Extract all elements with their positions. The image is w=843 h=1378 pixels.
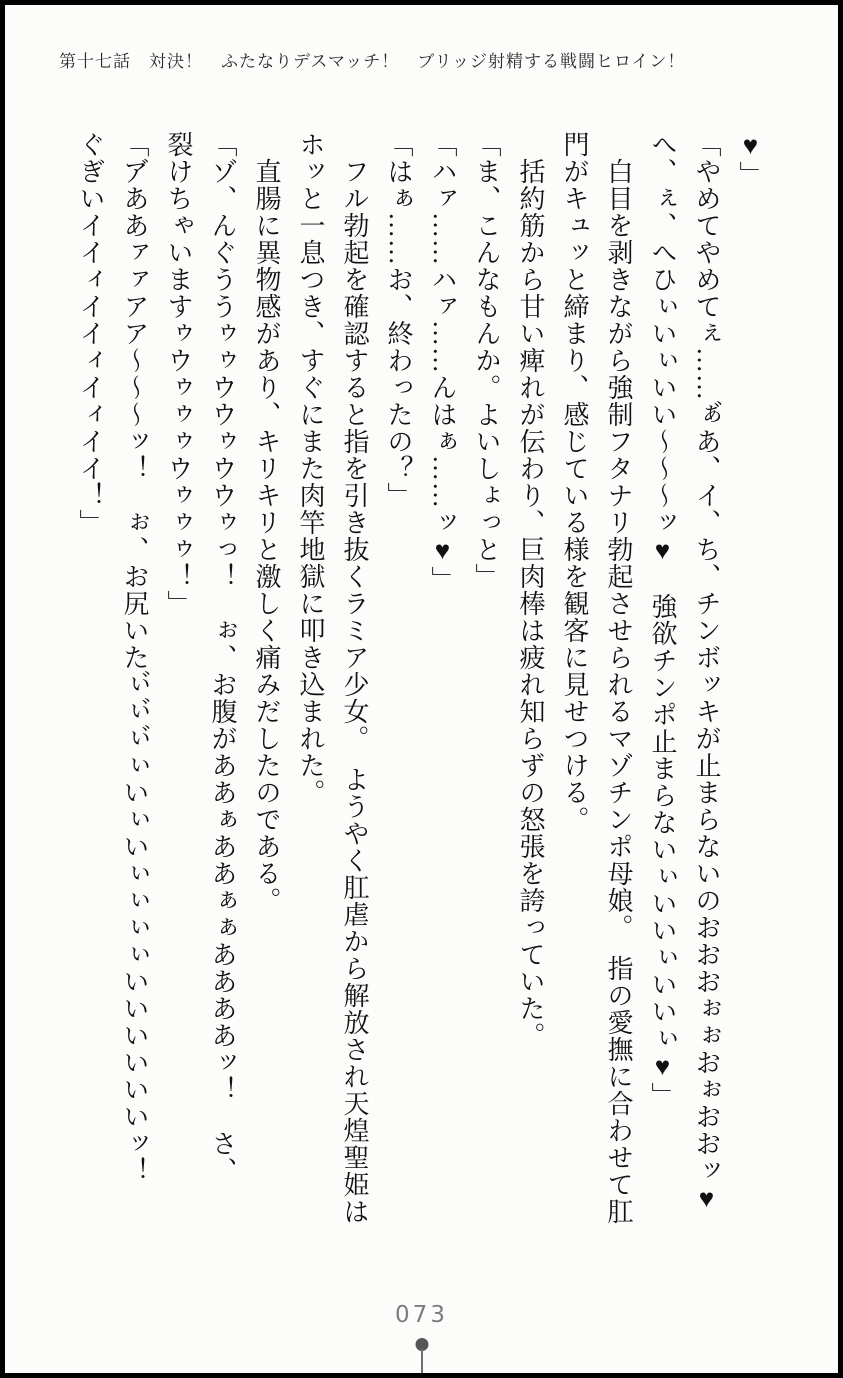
text-column: 直腸に異物感があり、キリキリと激しく痛みだしたのである。 [252, 131, 281, 914]
text-column: 「やめてやめてぇ……ぁ゙あ、イ、ち、チンボッキが止まらないのおおおぉぉおぉおおッ♥ [692, 131, 721, 1214]
text-column: フル勃起を確認すると指を引き抜くラミア少女。 ようやく肛虐から解放され天煌聖姫は [340, 131, 369, 1225]
page-marker-line [421, 1349, 423, 1373]
text-column: ホッと一息つき、すぐにまた肉竿地獄に叩き込まれた。 [296, 131, 325, 806]
page-number: 073 [395, 1302, 448, 1328]
chapter-header: 第十七話 対決！ ふたなりデスマッチ！ ブリッジ射精する戦闘ヒロイン！ [59, 52, 686, 71]
text-column: ぐぎいイイィイイィイィイイ！」 [76, 131, 105, 536]
text-column: 「はぁ……お、終わったの？」 [384, 131, 413, 509]
text-column: 「ま、こんなもんか。よいしょっと」 [472, 131, 501, 590]
text-column: 門がキュッと締まり、感じている様を観客に見せつける。 [560, 131, 589, 833]
text-column: 裂けちゃいますゥウゥゥゥウゥゥゥ！」 [164, 131, 193, 617]
text-body [68, 131, 772, 1263]
text-column: 「ハァ……ハァ……んはぁ……ッ♥」 [428, 131, 457, 593]
text-column: 白目を剥きながら強制フタナリ勃起させられるマゾチンポ母娘。 指の愛撫に合わせて肛 [604, 131, 633, 1225]
text-column: ♥」 [736, 131, 765, 188]
text-column: 「ア゙ああァァアア〜〜〜ッ！ ぉ、お尻いたぃ゙ぃ゙ぃ゙ぃいぃいぃぃぃぃいいいいいいッ！ [120, 131, 149, 1184]
text-column: 括約筋から甘い痺れが伝わり、巨肉棒は疲れ知らずの怒張を誇っていた。 [516, 131, 545, 1049]
text-column: へ、ぇ、へひぃいぃいい〜〜〜ッ♥ 強欲チンポ止まらないぃいいぃいいぃ♥」 [648, 131, 677, 1109]
text-column: 「ゾ、んぐううゥゥウウゥウウゥっ！ ぉ、お腹がああぁああぁぁああああッ！ さ、 [208, 131, 237, 1184]
